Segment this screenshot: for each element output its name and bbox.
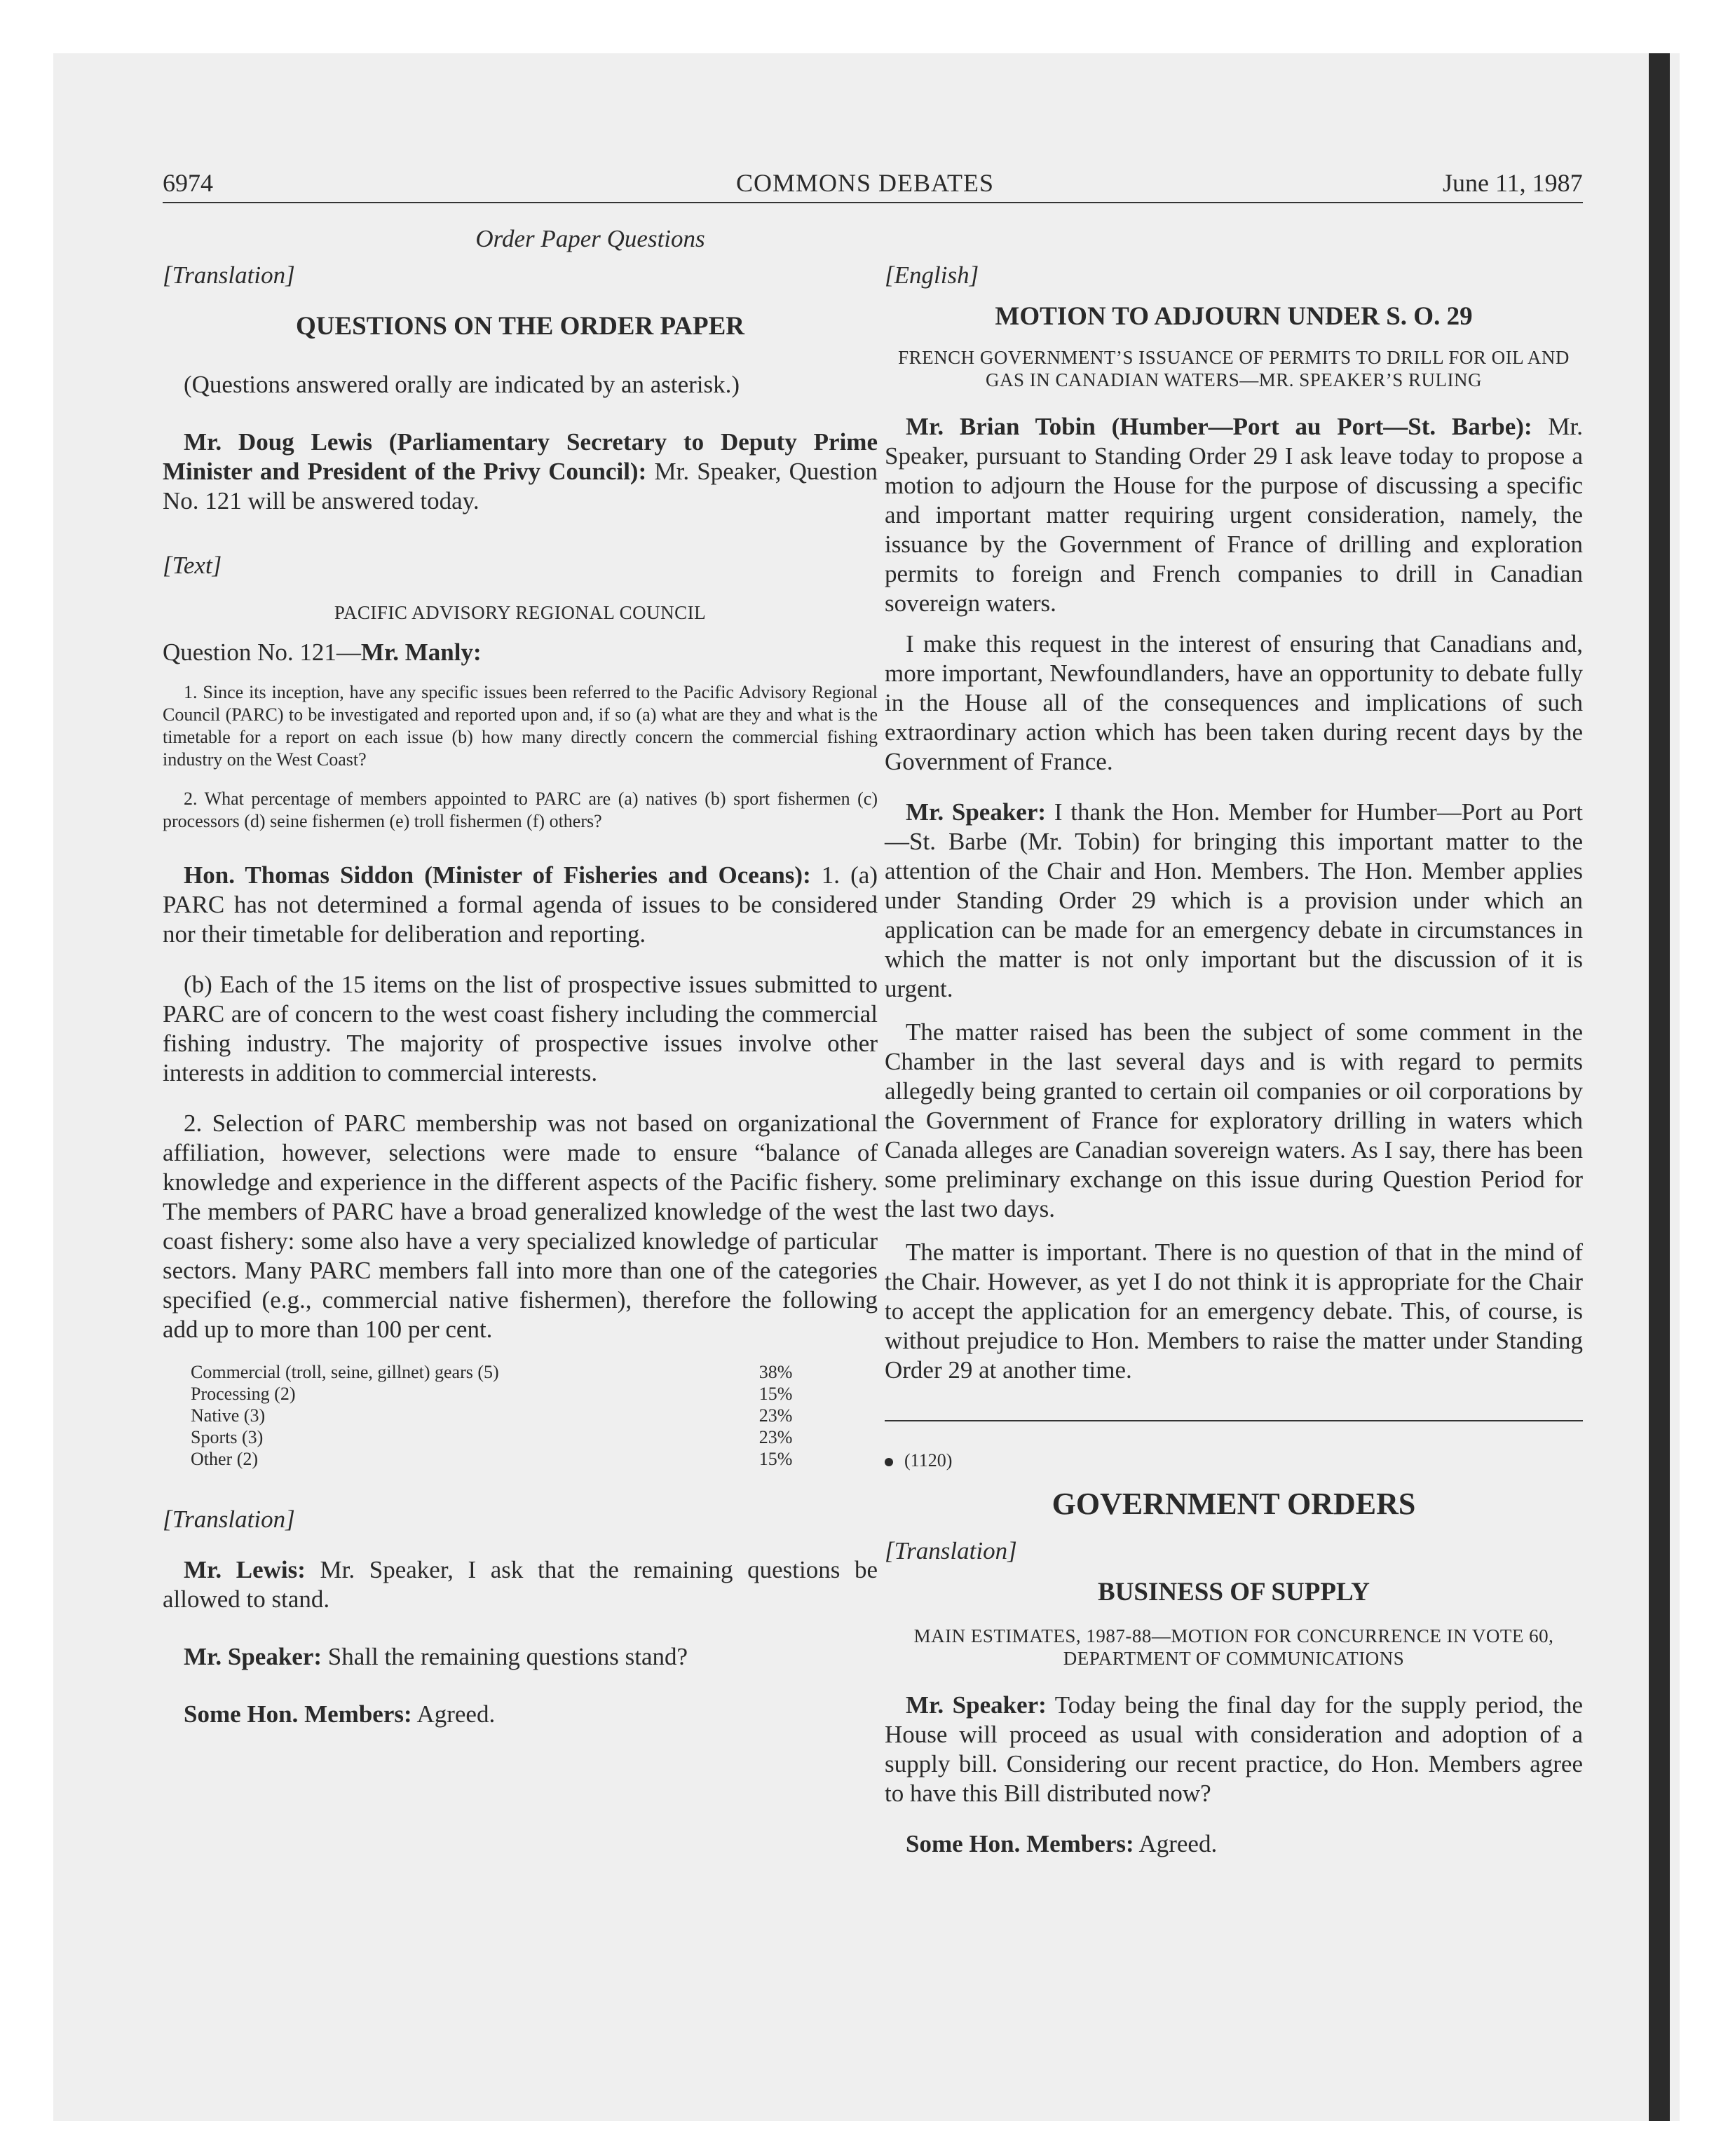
speech-text: Agreed. bbox=[411, 1700, 496, 1728]
answer-part-2: 2. Selection of PARC membership was not based on organizational affiliation, however, selections were made to ensure “balance of knowledge and experience in the different aspects of the Pacific fishery. The members of PARC have a broad generalized knowledge of the west coast fishery: some also have a very specialized knowledge of particular sectors. Many PARC members fall into more than one of the categories specified (e.g., commercial native fishermen), therefore the following add up to more than 100 per cent. bbox=[163, 1110, 878, 1343]
speaker-name: Some Hon. Members: bbox=[184, 1700, 412, 1728]
speech-text: 1. (a) PARC has not determined a formal agenda of issues to be considered nor their timetable for deliberation and reporting. bbox=[163, 861, 878, 948]
speech-text: I thank the Hon. Member for Humber—Port au Port—St. Barbe (Mr. Tobin) for bringing this important matter to the attention of the Chair and Hon. Members. The Hon. Member applies under Standing Order 29 which is a provision under which an application can be made for an emergency debate in circumstances in which the matter is not only important but the discussion of it is urgent. bbox=[885, 798, 1584, 1002]
supply-heading: BUSINESS OF SUPPLY bbox=[1098, 1578, 1370, 1606]
table-cell-label: Native (3) bbox=[191, 1405, 266, 1426]
question-part-1: 1. Since its inception, have any specific issues been referred to the Pacific Advisory Regional Council (PARC) to be investigated and reported upon and, if so (a) what are they and what is the timetable for a report on each issue (b) how many directly concern the commercial fishing industry on the West Coast? bbox=[163, 682, 878, 770]
speech-text: Today being the final day for the supply period, the House will proceed as usual with consideration and adoption of a supply bill. Considering our recent practice, do Hon. Members agree to have this Bill distributed now? bbox=[885, 1691, 1583, 1807]
speech-text: Shall the remaining questions stand? bbox=[322, 1643, 688, 1670]
speaker-paragraph-2: The matter raised has been the subject of some comment in the Chamber in the last several days and is with regard to permits allegedly being granted to certain oil companies or oil corporations by the Government of France for exploratory drilling in waters which Canada alleges are Canadian sovereign waters. As I say, there has been some preliminary exchange on this issue during Question Period for the last two days. bbox=[885, 1018, 1583, 1222]
speech-text: Mr. Speaker, Question No. 121 will be answered today. bbox=[163, 458, 878, 514]
section-subtitle: Order Paper Questions bbox=[475, 225, 705, 252]
table-row bbox=[191, 1361, 848, 1383]
translation-tag: [Translation] bbox=[885, 1537, 1017, 1564]
asterisk-note: (Questions answered orally are indicated by an asterisk.) bbox=[184, 371, 740, 398]
answer-part-b: (b) Each of the 15 items on the list of prospective issues submitted to PARC are of concern to the west coast fishery including the commercial fishing industry. The majority of prospective issues involve other interests in addition to commercial interests. bbox=[163, 971, 878, 1086]
speech-text: Agreed. bbox=[1134, 1830, 1218, 1857]
translation-tag: [Translation] bbox=[163, 261, 295, 289]
speaker-name: Mr. Brian Tobin (Humber—Port au Port—St. Barbe): bbox=[906, 413, 1532, 440]
speaker-name: Mr. Speaker: bbox=[184, 1643, 322, 1670]
motion-subheading: FRENCH GOVERNMENT’S ISSUANCE OF PERMITS TO DRILL FOR OIL AND GAS IN CANADIAN WATERS—MR. SPEAKER’S RULING bbox=[898, 347, 1570, 390]
table-cell-label: Processing (2) bbox=[191, 1384, 296, 1404]
english-tag: [English] bbox=[885, 261, 979, 289]
table-cell-value: 23% bbox=[758, 1427, 793, 1447]
members-reply bbox=[885, 1829, 1583, 1859]
lewis-request bbox=[163, 1555, 878, 1614]
question-part-2: 2. What percentage of members appointed to PARC are (a) natives (b) sport fishermen (c) processors (d) seine fishermen (e) troll fishermen (f) others? bbox=[163, 789, 878, 831]
table-cell-label: Sports (3) bbox=[191, 1427, 264, 1447]
lewis-statement bbox=[163, 428, 878, 516]
speaker-name: Mr. Doug Lewis (Parliamentary Secretary to Deputy Prime Minister and President of the Privy Council): bbox=[163, 428, 878, 485]
time-marker bbox=[885, 1449, 1583, 1472]
question-line bbox=[163, 638, 878, 667]
motion-heading: MOTION TO ADJOURN UNDER S. O. 29 bbox=[995, 302, 1473, 331]
questions-heading: QUESTIONS ON THE ORDER PAPER bbox=[295, 312, 745, 341]
table-cell-value: 23% bbox=[758, 1405, 793, 1426]
page-date: June 11, 1987 bbox=[1443, 169, 1583, 197]
estimates-subheading: MAIN ESTIMATES, 1987-88—MOTION FOR CONCURRENCE IN VOTE 60, DEPARTMENT OF COMMUNICATIONS bbox=[913, 1625, 1554, 1669]
council-heading: PACIFIC ADVISORY REGIONAL COUNCIL bbox=[334, 602, 707, 623]
table-row bbox=[191, 1405, 848, 1426]
publication-title: COMMONS DEBATES bbox=[736, 169, 995, 197]
speaker-name: Mr. Speaker: bbox=[906, 1691, 1047, 1719]
tobin-statement bbox=[885, 412, 1583, 618]
scan-edge-shadow bbox=[1649, 53, 1670, 2121]
translation-tag: [Translation] bbox=[163, 1506, 295, 1533]
government-orders-heading: GOVERNMENT ORDERS bbox=[1052, 1487, 1416, 1521]
left-column bbox=[163, 224, 878, 1729]
speech-text: Mr. Speaker, pursuant to Standing Order 29 I ask leave today to propose a motion to adjourn the House for the purpose of discussing a specific and important matter requiring urgent consideration, namely, the issuance by the Government of France of drilling and exploration permits to foreign and French companies to drill in Canadian sovereign waters. bbox=[885, 413, 1583, 617]
siddon-answer bbox=[163, 861, 878, 949]
speaker-name: Mr. Speaker: bbox=[906, 798, 1047, 826]
time-stamp: (1120) bbox=[904, 1450, 953, 1471]
question-number: Question No. 121— bbox=[163, 639, 361, 666]
table-row bbox=[191, 1448, 848, 1470]
table-cell-label: Other (2) bbox=[191, 1449, 259, 1469]
table-cell-label: Commercial (troll, seine, gillnet) gears (5) bbox=[191, 1362, 499, 1382]
speaker-name: Mr. Lewis: bbox=[184, 1556, 306, 1583]
membership-table bbox=[191, 1361, 848, 1470]
page-number: 6974 bbox=[163, 169, 213, 197]
question-member: Mr. Manly: bbox=[360, 639, 482, 666]
speaker-question bbox=[163, 1642, 878, 1672]
table-cell-value: 15% bbox=[758, 1384, 793, 1404]
speaker-name: Hon. Thomas Siddon (Minister of Fisheries and Oceans): bbox=[184, 861, 811, 889]
table-cell-value: 38% bbox=[758, 1362, 793, 1382]
speaker-paragraph-3: The matter is important. There is no question of that in the mind of the Chair. However, as yet I do not think it is appropriate for the Chair to accept the application for an emergency debate. This, of course, is without prejudice to Hon. Members to raise the matter under Standing Order 29 at another time. bbox=[885, 1239, 1583, 1384]
table-cell-value: 15% bbox=[758, 1449, 793, 1469]
speaker-supply-statement bbox=[885, 1691, 1583, 1808]
tobin-paragraph-2: I make this request in the interest of ensuring that Canadians and, more important, Newfoundlanders, have an opportunity to debate fully in the House all of the consequences and implications of such extraordinary action which has been taken during recent days by the Government of France. bbox=[885, 630, 1583, 775]
speech-text: Mr. Speaker, I ask that the remaining questions be allowed to stand. bbox=[163, 1556, 878, 1613]
text-tag: [Text] bbox=[163, 552, 222, 579]
table-row bbox=[191, 1426, 848, 1448]
speaker-name: Some Hon. Members: bbox=[906, 1830, 1134, 1857]
bullet-icon bbox=[885, 1458, 893, 1466]
speaker-ruling bbox=[885, 798, 1583, 1004]
members-reply bbox=[163, 1700, 878, 1729]
right-column bbox=[885, 224, 1583, 1859]
table-row bbox=[191, 1383, 848, 1405]
header-rule bbox=[163, 202, 1583, 203]
